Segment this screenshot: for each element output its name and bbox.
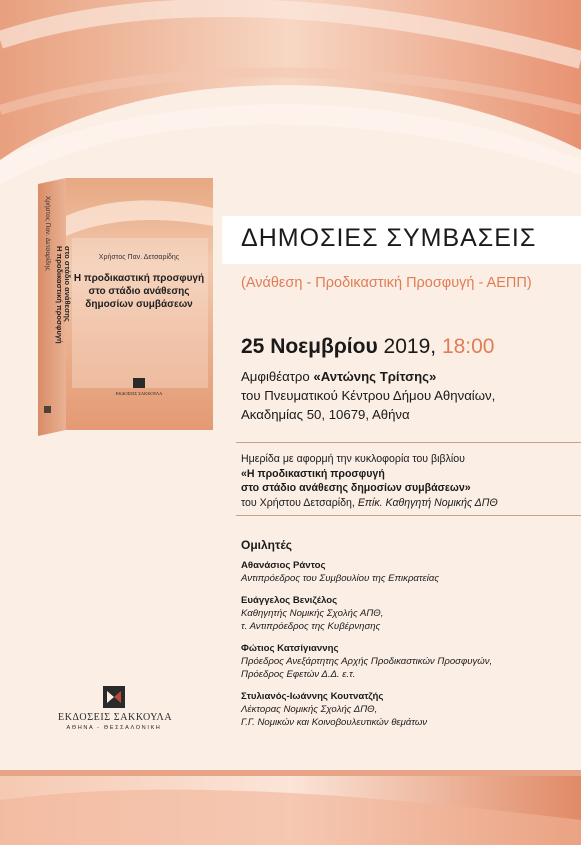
speaker-role: Λέκτορας Νομικής Σχολής ΔΠΘ, [241, 704, 378, 715]
speaker-role: Πρόεδρος Εφετών Δ.Δ. ε.τ. [241, 669, 356, 680]
book-author: Χρήστος Παν. Δετσαρίδης [98, 254, 180, 261]
event-year: 2019, [377, 335, 442, 358]
speaker-item [241, 642, 571, 681]
speaker-role: Πρόεδρος Ανεξάρτητης Αρχής Προδικαστικών Προσφυγών, [241, 656, 493, 667]
book-publisher-logo-icon [133, 378, 145, 388]
venue-name: «Αντώνης Τρίτσης» [313, 369, 437, 384]
intro-book-title-2: στο στάδιο ανάθεσης δημοσίων συμβάσεων» [241, 482, 471, 494]
speakers-list [241, 559, 571, 738]
svg-text:Χρήστος Παν. Δετσαρίδης: Χρήστος Παν. Δετσαρίδης [44, 196, 51, 271]
speaker-name: Αθανάσιος Ράντος [241, 560, 326, 571]
speaker-name: Στυλιανός-Ιωάννης Κουτνατζής [241, 691, 384, 702]
intro-author-title: Επίκ. Καθηγητή Νομικής ΔΠΘ [357, 496, 498, 509]
svg-text:Η προδικαστική προσφυγή: Η προδικαστική προσφυγή [55, 246, 64, 344]
intro-book-title-1: «Η προδικαστική προσφυγή [241, 467, 385, 480]
speaker-role: Γ.Γ. Νομικών και Κοινοβουλευτικών θεμάτων [241, 717, 428, 728]
book-title-line2: στο στάδιο ανάθεσης [88, 286, 190, 297]
venue-line2: του Πνευματικού Κέντρου Δήμου Αθηναίων, [241, 388, 496, 403]
speaker-role: Αντιπρόεδρος του Συμβουλίου της Επικρατείας [241, 573, 439, 584]
event-time: 18:00 [441, 335, 495, 358]
speaker-item [241, 559, 571, 585]
publisher-cities: ΑΘΗΝΑ - ΘΕΣΣΑΛΟΝΙΚΗ [66, 725, 162, 731]
publisher-name: ΕΚΔΟΣΕΙΣ ΣΑΚΚΟΥΛΑ [58, 712, 173, 723]
speaker-role: τ. Αντιπρόεδρος της Κυβέρνησης [241, 621, 381, 632]
speaker-role: Καθηγητής Νομικής Σχολής ΑΠΘ, [241, 608, 384, 619]
intro-text [241, 452, 498, 510]
book-title-line1: Η προδικαστική προσφυγή [73, 273, 205, 284]
speakers-heading: Ομιλητές [241, 538, 293, 552]
event-date: 25 Νοεμβρίου [241, 335, 378, 358]
venue-prefix: Αμφιθέατρο [241, 369, 314, 384]
speaker-name: Ευάγγελος Βενιζέλος [241, 595, 338, 606]
event-date-time [241, 335, 495, 359]
speaker-item [241, 690, 571, 729]
speaker-item [241, 594, 571, 633]
publisher-emblem-icon [103, 686, 125, 708]
divider-top [236, 442, 581, 443]
speaker-name: Φώτιος Κατσίγιαννης [241, 643, 339, 654]
svg-text:στο στάδιο ανάθεσης: στο στάδιο ανάθεσης [63, 246, 72, 322]
book-title-line3: δημοσίων συμβάσεων [85, 299, 193, 310]
book-cover-image [38, 178, 213, 436]
book-publisher-name: ΕΚΔΟΣΕΙΣ ΣΑΚΚΟΥΛΑ [115, 391, 163, 396]
event-title: ΔΗΜΟΣΙΕΣ ΣΥΜΒΑΣΕΙΣ [241, 224, 537, 252]
venue-address: Ακαδημίας 50, 10679, Αθήνα [241, 407, 410, 422]
event-subtitle: (Ανάθεση - Προδικαστική Προσφυγή - ΑΕΠΠ) [241, 275, 532, 291]
event-venue [241, 367, 495, 424]
publisher-logo [58, 686, 173, 736]
intro-author: του Χρήστου Δετσαρίδη, [241, 496, 358, 509]
divider-bottom [236, 515, 581, 516]
intro-line1: Ημερίδα με αφορμή την κυκλοφορία του βιβλίου [241, 453, 465, 465]
